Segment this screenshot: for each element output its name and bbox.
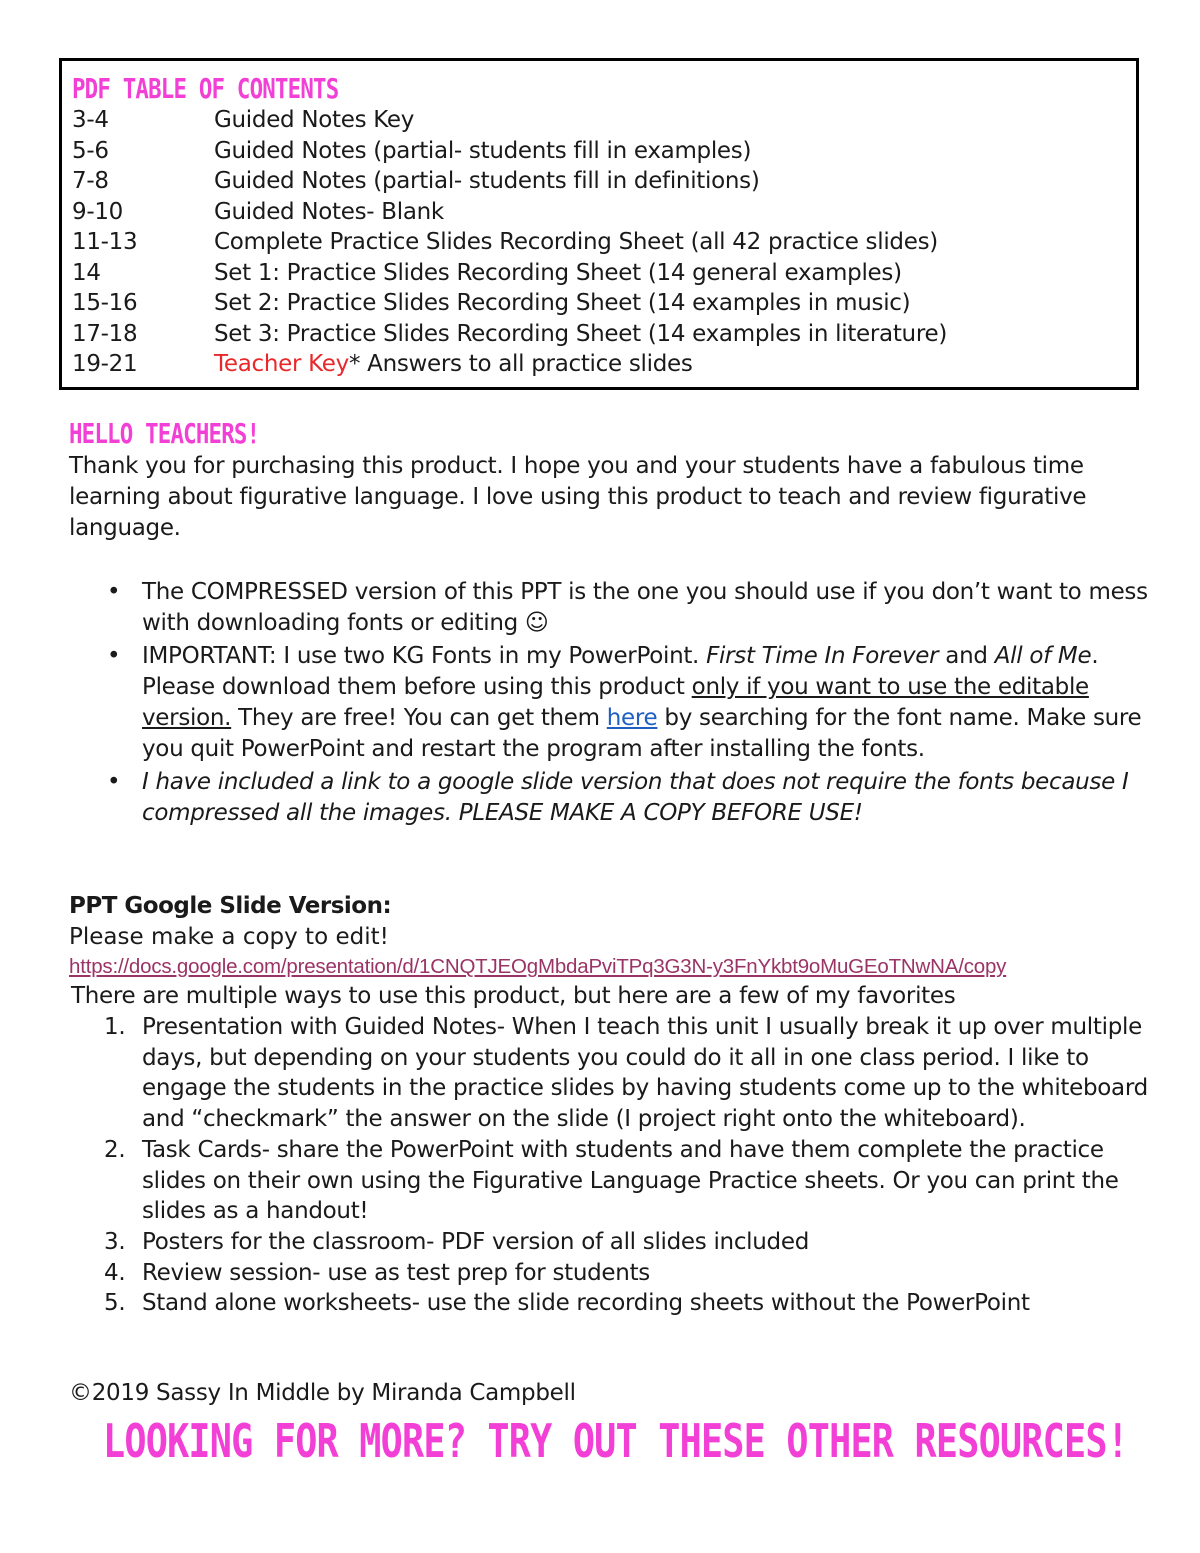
toc-pages: 19-21 <box>72 351 138 377</box>
toc-row <box>72 227 1136 258</box>
bullet-item: • I have included a link to a google slide version that does not require the fonts because I compressed all the images. PLEASE MAKE A COPY BEFORE USE! <box>107 769 1129 826</box>
item-number: 3. <box>104 1228 126 1255</box>
toc-row <box>72 105 1136 136</box>
teacher-key-label: Teacher Key <box>214 351 349 377</box>
hello-heading-wrap <box>69 418 307 450</box>
ways-list-item <box>104 1288 1154 1319</box>
item-number: 5. <box>104 1290 126 1317</box>
ways-list-item <box>104 1258 1154 1289</box>
toc-rows <box>72 105 1136 349</box>
notes-list <box>103 577 1148 831</box>
bullet-icon: • <box>107 579 121 605</box>
toc-entry: Guided Notes (partial- students fill in examples) <box>214 137 752 164</box>
toc-pages: 11-13 <box>72 229 138 255</box>
item-text: Posters for the classroom- PDF version of all slides included <box>142 1228 809 1255</box>
ways-list-item <box>104 1227 1154 1258</box>
ways-list-item <box>104 1135 1154 1227</box>
toc-entry: Complete Practice Slides Recording Sheet (all 42 practice slides) <box>214 229 938 255</box>
google-slide-subtitle: Please make a copy to edit! <box>69 924 389 950</box>
fonts-here-link[interactable]: here <box>606 705 658 731</box>
toc-row <box>72 288 1136 319</box>
toc-title: PDF TABLE OF CONTENTS <box>72 72 339 105</box>
toc-row <box>72 319 1136 350</box>
toc-entry: Guided Notes (partial- students fill in definitions) <box>214 168 760 194</box>
item-number: 1. <box>104 1014 126 1040</box>
toc-entry: Set 2: Practice Slides Recording Sheet (14 examples in music) <box>214 290 911 316</box>
item-text: Presentation with Guided Notes- When I teach this unit I usually break it up over multiple days, but depending on your students you could do it all in one class period. I like to engage the students in the practice slides by having students come up to the whiteboard and “checkmark” the answer on the slide (I project right onto the whiteboard). <box>142 1014 1148 1133</box>
ways-list <box>104 1012 1154 1319</box>
item-text: Stand alone worksheets- use the slide recording sheets without the PowerPoint <box>142 1290 1030 1317</box>
toc-row <box>72 136 1136 167</box>
font-name: All of Me <box>994 643 1092 669</box>
bullet-icon: • <box>107 769 121 795</box>
ways-list-item <box>104 1012 1154 1135</box>
toc-entry: Set 3: Practice Slides Recording Sheet (14 examples in literature) <box>214 320 948 347</box>
google-slide-link[interactable]: https://docs.google.com/presentation/d/1CNQTJEOgMbdaPviTPq3G3N-y3FnYkbt9oMuGEoTNwNA/copy <box>69 955 1007 978</box>
bullet-icon: • <box>107 643 121 669</box>
toc-pages: 7-8 <box>72 168 109 194</box>
toc-entry: Guided Notes Key <box>214 107 415 133</box>
toc-pages: 15-16 <box>72 290 138 316</box>
bullet-item: • IMPORTANT: I use two KG Fonts in my PowerPoint. First Time In Forever and All of Me. Please download them before using this product only if you want to use the editable version. They are free! You can get them here by searching for the font name. Make sure you quit PowerPoint and restart the program after installing the fonts. <box>107 643 1142 762</box>
toc-entry: Guided Notes- Blank <box>214 198 444 225</box>
item-text: Task Cards- share the PowerPoint with students and have them complete the practice slides on their own using the Figurative Language Practice sheets. Or you can print the slides as a handout! <box>142 1136 1119 1225</box>
table-of-contents <box>59 58 1139 390</box>
item-text: Review session- use as test prep for students <box>142 1259 650 1286</box>
toc-pages: 14 <box>72 259 101 286</box>
ways-intro: There are multiple ways to use this product, but here are a few of my favorites <box>71 983 956 1009</box>
copyright: ©2019 Sassy In Middle by Miranda Campbell <box>69 1380 576 1406</box>
item-number: 2. <box>104 1136 126 1163</box>
toc-row <box>72 349 1136 380</box>
toc-row <box>72 258 1136 289</box>
underlined-note: only if you want to use the editable version. <box>142 674 1089 731</box>
font-name: First Time In Forever <box>706 643 939 669</box>
toc-pages: 3-4 <box>72 107 109 133</box>
toc-pages: 5-6 <box>72 137 109 164</box>
toc-entry: Set 1: Practice Slides Recording Sheet (14 general examples) <box>214 259 902 286</box>
bullet-item: • The COMPRESSED version of this PPT is the one you should use if you don’t want to mess with downloading fonts or editing ☺ <box>107 579 1148 636</box>
toc-pages: 9-10 <box>72 198 123 225</box>
intro-paragraph: Thank you for purchasing this product. I hope you and your students have a fabulous time learning about figurative language. I love using this product to teach and review figurative language. <box>69 453 1087 541</box>
toc-row <box>72 166 1136 197</box>
google-slide-title: PPT Google Slide Version: <box>69 893 392 919</box>
toc-row <box>72 197 1136 228</box>
hello-heading: HELLO TEACHERS! <box>69 417 260 450</box>
toc-pages: 17-18 <box>72 320 138 347</box>
more-resources-heading: LOOKING FOR MORE? TRY OUT THESE OTHER RESOURCES! <box>103 1414 1129 1468</box>
item-number: 4. <box>104 1259 126 1286</box>
toc-entry: Teacher Key* Answers to all practice slides <box>214 351 693 377</box>
more-resources-heading-wrap <box>103 1414 1200 1468</box>
